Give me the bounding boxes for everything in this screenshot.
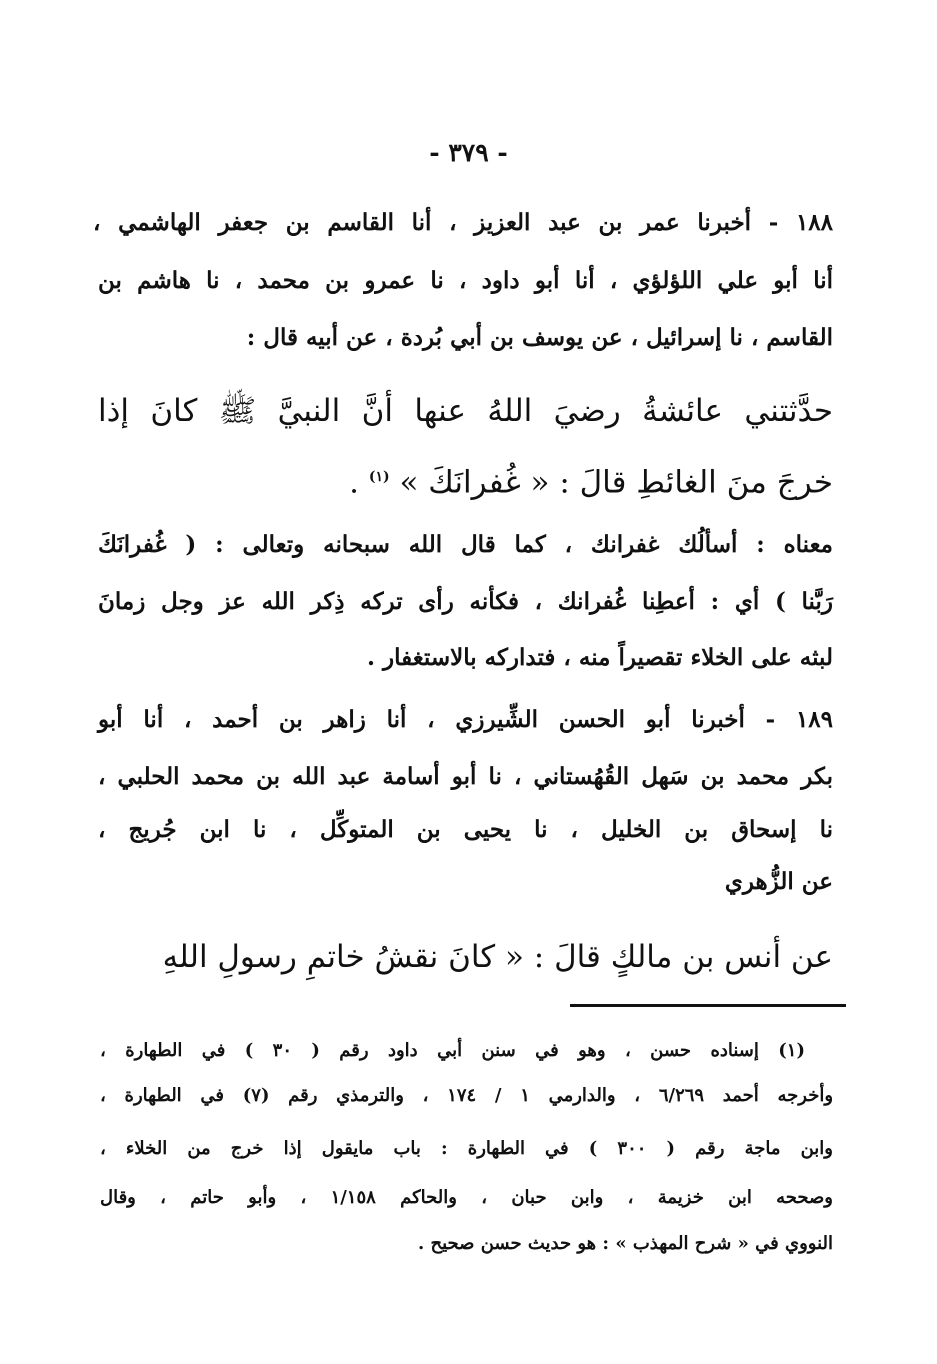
- footnote-line-3: وابن ماجة رقم ( ٣٠٠ ) في الطهارة : باب مايقول إذا خرج من الخلاء ،: [100, 1138, 834, 1159]
- hadith-189-isnad-line-1: ١٨٩ - أخبرنا أبو الحسن الشِّيرزي ، أنا زاهر بن أحمد ، أنا أبو: [98, 706, 833, 733]
- footnote-line-2: وأخرجه أحمد ٦/٢٦٩ ، والدارمي ١ / ١٧٤ ، والترمذي رقم (٧) في الطهارة ،: [100, 1085, 834, 1106]
- footnote-line-1: (١) إسناده حسن ، وهو في سنن أبي داود رقم ( ٣٠ ) في الطهارة ،: [100, 1040, 805, 1061]
- hadith-189-matn-line-1: عن أنس بن مالكٍ قالَ : « كانَ نقشُ خاتمِ رسولِ اللهِ: [162, 939, 833, 975]
- hadith-189-isnad-line-2: بكر محمد بن سَهل القُهُستاني ، نا أبو أسامة عبد الله بن محمد الحلبي ،: [98, 763, 833, 790]
- hadith-188-isnad-line-1: ١٨٨ - أخبرنا عمر بن عبد العزيز ، أنا القاسم بن جعفر الهاشمي ،: [93, 209, 833, 236]
- hadith-189-isnad-line-4: عن الزُّهري: [724, 868, 833, 895]
- hadith-188-matn-text: خرجَ منَ الغائطِ قالَ : « غُفرانَكَ »: [399, 464, 833, 501]
- footnote-line-4: وصححه ابن خزيمة ، وابن حبان ، والحاكم ١/١٥٨ ، وأبو حاتم ، وقال: [100, 1187, 833, 1208]
- hadith-188-matn-line-2: [98, 450, 833, 504]
- hadith-188-matn-end: .: [349, 464, 369, 501]
- footnote-separator: [570, 1004, 846, 1007]
- footnote-line-5: النووي في « شرح المهذب » : هو حديث حسن صحيح .: [417, 1233, 833, 1254]
- commentary-line-1: معناه : أسألُك غفرانك ، كما قال الله سبحانه وتعالى : ( غُفرانَكَ: [98, 531, 833, 558]
- footnote-marker: (١): [368, 469, 390, 485]
- commentary-line-2: رَبَّنا ) أي : أعطِنا غُفرانك ، فكأنه رأى تركه ذِكر الله عز وجل زمانَ: [98, 588, 833, 615]
- hadith-189-isnad-line-3: نا إسحاق بن الخليل ، نا يحيى بن المتوكِّل ، نا ابن جُريج ،: [98, 816, 833, 843]
- commentary-line-3: لبثه على الخلاء تقصيراً منه ، فتداركه بالاستغفار .: [367, 644, 833, 671]
- hadith-188-matn-line-1: حدَّثتني عائشةُ رضيَ اللهُ عنها أنَّ النبيَّ ﷺ كانَ إذا: [98, 393, 833, 429]
- hadith-188-isnad-line-3: القاسم ، نا إسرائيل ، عن يوسف بن أبي بُردة ، عن أبيه قال :: [246, 324, 833, 351]
- hadith-188-isnad-line-2: أنا أبو علي اللؤلؤي ، أنا أبو داود ، نا عمرو بن محمد ، نا هاشم بن: [98, 267, 833, 294]
- page-number: - ٣٧٩ -: [429, 138, 508, 167]
